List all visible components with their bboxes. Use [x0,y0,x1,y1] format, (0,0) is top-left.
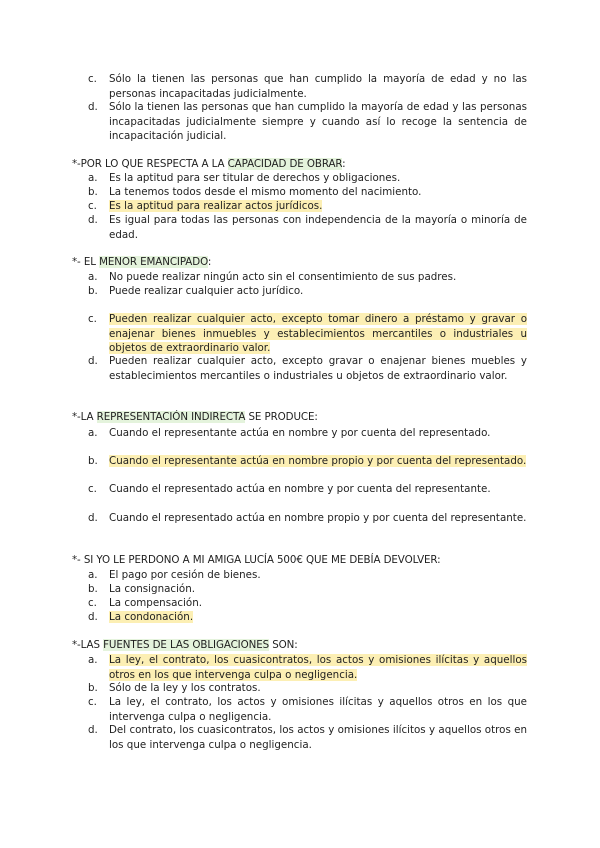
option-text: La compensación. [109,597,203,609]
question-title: *- EL MENOR EMANCIPADO: [72,256,212,268]
option-text: La ley, el contrato, los actos y omisiones ilícitas y aquellos otros en los que intervenga culpa o negligencia. [109,696,527,723]
option-text: Sólo la tienen las personas que han cumplido la mayoría de edad y no las personas incapacitadas judicialmente. [109,73,527,100]
option-text: El pago por cesión de bienes. [109,569,261,581]
document-page: c. Sólo la tienen las personas que han cumplido la mayoría de edad y no las personas incapacitadas judicialmente. d. Sólo la tienen las personas que han cumplido la mayoría de edad y las personas incapacitadas judicialmente siempre y cuando así lo recoge la sentencia de incapacitación judicial. *-POR LO QUE RESPECTA A LA CAPACIDAD DE OBRAR: a. Es la aptitud para ser titular de derechos y obligaciones. b. La tenemos todos desde el mismo momento del nacimiento. c. Es la aptitud para realizar actos jurídicos. d. Es igual para todas las personas con independencia de la mayoría o minoría de edad. *- EL MENOR EMANCIPADO: a. No puede realizar ningún acto sin el consentimiento de sus padres. b. Puede realizar cualquier acto jurídico. c. Pueden realizar cualquier acto, excepto tomar dinero a préstamo y gravar o enajenar bienes inmuebles y establecimientos mercantiles o industriales u objetos de extraordinario valor. d. Pueden realizar cualquier acto, excepto gravar o enajenar bienes muebles y establecimientos mercantiles o industriales u objetos de extraordinario valor. *-LA REPRESENTACIÓN INDIRECTA SE PRODUCE: a. Cuando el representante actúa en nombre y por cuenta del representado. b. Cuando el representante actúa en nombre propio y por cuenta del representado. c. Cuando el representado actúa en nombre y por cuenta del representante. d. Cuando el representado actúa en nombre propio y por cuenta del representante. *- SI YO LE PERDONO A MI AMIGA LUCÍA 500€ QUE ME DEBÍA DEVOLVER: a. El pago por cesión de bienes. b. La consignación. c. La compensación. d. La condonación. *-LAS FUENTES DE LAS OBLIGACIONES SON: a. La ley, el contrato, los cuasicontratos, los actos y omisiones ilícitas y aquellos otros en los que intervenga culpa o negligencia. b. Sólo de la ley y los contratos. c. La ley, el contrato, los actos y omisiones ilícitas y aquellos otros en los que intervenga culpa o negligencia. d. Del contrato, los cuasicontratos, los actos y omisiones ilícitos y aquellos otros en los que intervenga culpa o negligencia. [72,73,527,751]
option-text: Puede realizar cualquier acto jurídico. [109,285,304,297]
question-keyword: MENOR EMANCIPADO [99,256,208,268]
option-text-highlighted: Es la aptitud para realizar actos jurídicos. [109,200,323,212]
option-text-highlighted: Cuando el representante actúa en nombre propio y por cuenta del representado. [109,455,527,467]
question-keyword: REPRESENTACIÓN INDIRECTA [96,411,246,423]
option-text: La tenemos todos desde el mismo momento del nacimiento. [109,186,422,198]
option-text: Cuando el representado actúa en nombre y por cuenta del representante. [109,483,491,495]
option-text: Sólo la tienen las personas que han cumplido la mayoría de edad y las personas incapacitadas judicialmente siempre y cuando así lo recoge la sentencia de incapacitación judicial. [109,101,527,142]
question-title: *-LA REPRESENTACIÓN INDIRECTA SE PRODUCE: [72,411,318,423]
question-title: *-POR LO QUE RESPECTA A LA CAPACIDAD DE OBRAR: [72,158,346,170]
option-text: Del contrato, los cuasicontratos, los actos y omisiones ilícitos y aquellos otros en los que intervenga culpa o negligencia. [109,724,527,751]
question-keyword: CAPACIDAD DE OBRAR [227,158,343,170]
option-text: Cuando el representante actúa en nombre y por cuenta del representado. [109,427,491,439]
question-keyword: FUENTES DE LAS OBLIGACIONES [103,639,270,651]
option-text: Es la aptitud para ser titular de derechos y obligaciones. [109,172,401,184]
option-text-highlighted: La condonación. [109,611,194,623]
option-text-highlighted: Pueden realizar cualquier acto, excepto tomar dinero a préstamo y gravar o enajenar bienes inmuebles y establecimientos mercantiles o industriales u objetos de extraordinario valor. [109,313,527,354]
option-letter: c. [88,73,97,85]
option-letter: d. [88,101,98,113]
option-text: Sólo de la ley y los contratos. [109,682,261,694]
option-text: No puede realizar ningún acto sin el consentimiento de sus padres. [109,271,457,283]
option-text-highlighted: La ley, el contrato, los cuasicontratos, los actos y omisiones ilícitas y aquellos otros en los que intervenga culpa o negligencia. [109,654,527,681]
option-text: La consignación. [109,583,196,595]
question-title: *-LAS FUENTES DE LAS OBLIGACIONES SON: [72,639,298,651]
question-title: *- SI YO LE PERDONO A MI AMIGA LUCÍA 500€ QUE ME DEBÍA DEVOLVER: [72,554,441,566]
option-text: Es igual para todas las personas con independencia de la mayoría o minoría de edad. [109,214,527,241]
option-text: Cuando el representado actúa en nombre propio y por cuenta del representante. [109,512,527,524]
option-text: Pueden realizar cualquier acto, excepto gravar o enajenar bienes muebles y establecimientos mercantiles o industriales u objetos de extraordinario valor. [109,355,527,382]
